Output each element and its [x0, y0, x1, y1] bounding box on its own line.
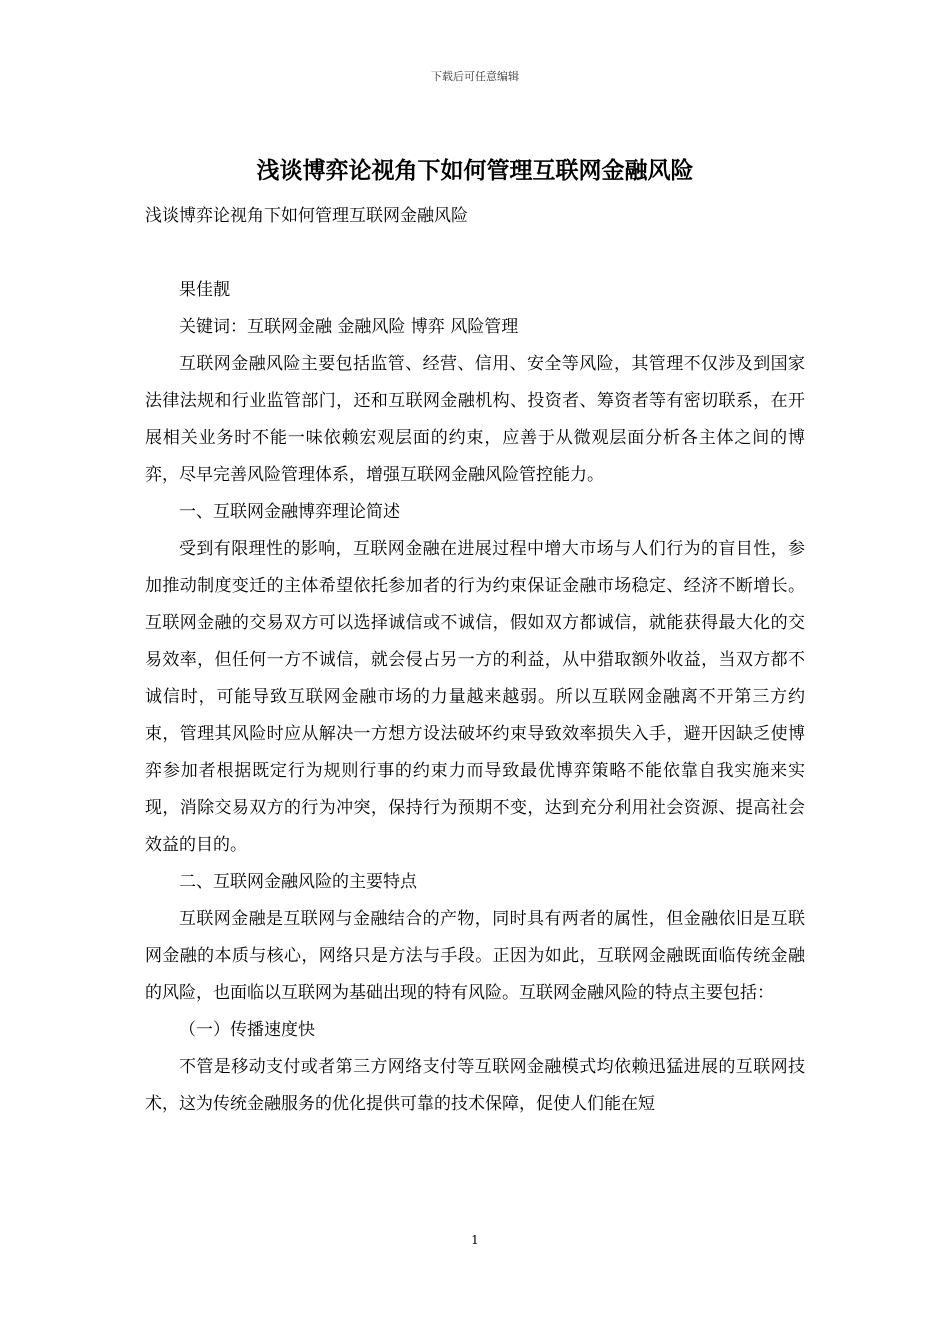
section-heading-2: 二、互联网金融风险的主要特点 — [179, 872, 417, 892]
intro-paragraph: 互联网金融风险主要包括监管、经营、信用、安全等风险，其管理不仅涉及到国家法律法规和行业监管部门，还和互联网金融机构、投资者、筹资者等有密切联系，在开展相关业务时不能一味依赖宏观层面的约束，应善于从微观层面分析各主体之间的博弈，尽早完善风险管理体系，增强互联网金融风险管控能力。 — [145, 354, 805, 485]
page-number: 1 — [471, 1233, 479, 1247]
subsection-heading-1: （一）传播速度快 — [179, 1020, 315, 1040]
blank-line — [145, 235, 805, 272]
keywords: 关键词：互联网金融 金融风险 博弈 风险管理 — [179, 317, 519, 337]
header-note: 下载后可任意编辑 — [431, 70, 519, 83]
document-title: 浅谈博弈论视角下如何管理互联网金融风险 — [256, 157, 694, 184]
section-3-paragraph: 不管是移动支付或者第三方网络支付等互联网金融模式均依赖迅猛进展的互联网技术，这为传统金融服务的优化提供可靠的技术保障，促使人们能在短 — [145, 1057, 805, 1114]
section-1-paragraph: 受到有限理性的影响，互联网金融在进展过程中增大市场与人们行为的盲目性，参加推动制度变迁的主体希望依托参加者的行为约束保证金融市场稳定、经济不断增长。互联网金融的交易双方可以选择诚信或不诚信，假如双方都诚信，就能获得最大化的交易效率，但任何一方不诚信，就会侵占另一方的利益，从中猎取额外收益，当双方都不诚信时，可能导致互联网金融市场的力量越来越弱。所以互联网金融离不开第三方约束，管理其风险时应从解决一方想方设法破坏约束导致效率损失入手，避开因缺乏使博弈参加者根据既定行为规则行事的约束力而导致最优博弈策略不能依靠自我实施来实现，消除交易双方的行为冲突，保持行为预期不变，达到充分利用社会资源、提高社会效益的目的。 — [145, 539, 805, 855]
document-body — [145, 198, 805, 1123]
subtitle: 浅谈博弈论视角下如何管理互联网金融风险 — [145, 206, 468, 226]
section-2-paragraph: 互联网金融是互联网与金融结合的产物，同时具有两者的属性，但金融依旧是互联网金融的本质与核心，网络只是方法与手段。正因为如此，互联网金融既面临传统金融的风险，也面临以互联网为基础出现的特有风险。互联网金融风险的特点主要包括： — [145, 909, 805, 1003]
author: 果佳靓 — [179, 280, 230, 300]
section-heading-1: 一、互联网金融博弈理论简述 — [179, 502, 400, 522]
